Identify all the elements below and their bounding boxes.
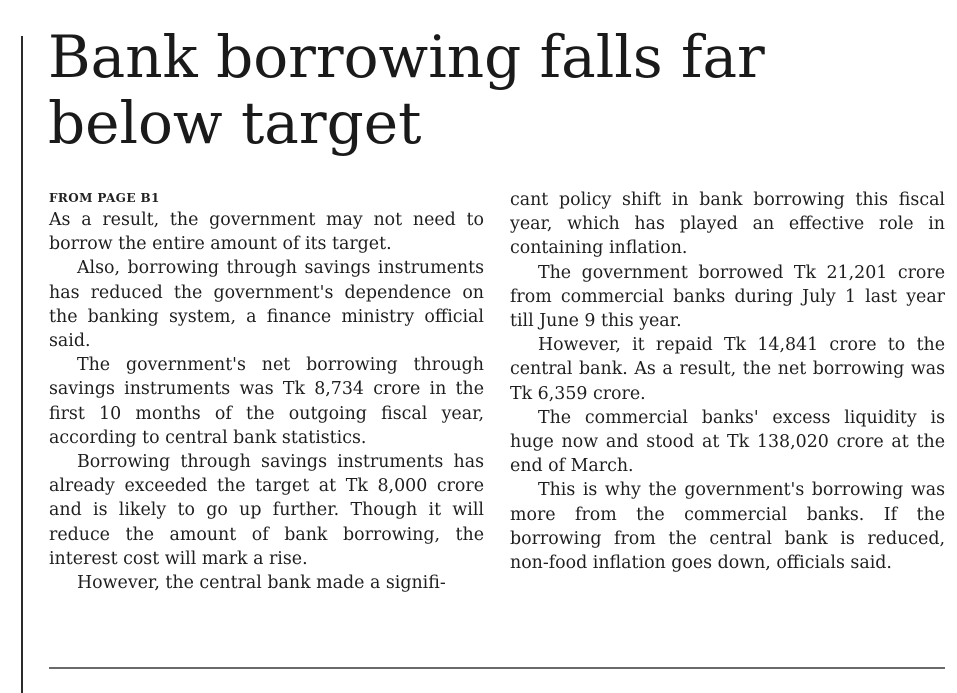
column-rule — [21, 36, 23, 693]
paragraph: cant policy shift in bank borrowing this fiscal year, which has played an effective role in containing inflation. — [510, 190, 945, 259]
paragraph: However, it repaid Tk 14,841 crore to the central bank. As a result, the net borrowing was Tk 6,359 crore. — [510, 335, 945, 404]
paragraph: As a result, the government may not need to borrow the entire amount of its target. — [49, 210, 484, 255]
article-column-right — [510, 188, 945, 575]
dateline: FROM PAGE B1 — [49, 191, 160, 205]
paragraph: Borrowing through savings instruments has already exceeded the target at Tk 8,000 crore and is likely to go up further. Though it will reduce the amount of bank borrowing, the interest cost will mark a rise. — [49, 452, 484, 569]
paragraph: Also, borrowing through savings instruments has reduced the government's dependence on the banking system, a finance ministry official said. — [49, 258, 484, 352]
paragraph: The commercial banks' excess liquidity is huge now and stood at Tk 138,020 crore at the end of March. — [510, 407, 945, 477]
bottom-divider — [49, 667, 945, 669]
paragraph: The government borrowed Tk 21,201 crore from commercial banks during July 1 last year till June 9 this year. — [510, 262, 945, 332]
article-column-left — [49, 188, 484, 595]
paragraph: However, the central bank made a signifi- — [77, 573, 446, 594]
headline: Bank borrowing falls far below target — [48, 23, 765, 157]
paragraph: This is why the government's borrowing was more from the commercial banks. If the borrowing from the central bank is reduced, non-food inflation goes down, officials said. — [510, 480, 945, 574]
paragraph: The government's net borrowing through savings instruments was Tk 8,734 crore in the first 10 months of the outgoing fiscal year, according to central bank statistics. — [49, 355, 484, 448]
